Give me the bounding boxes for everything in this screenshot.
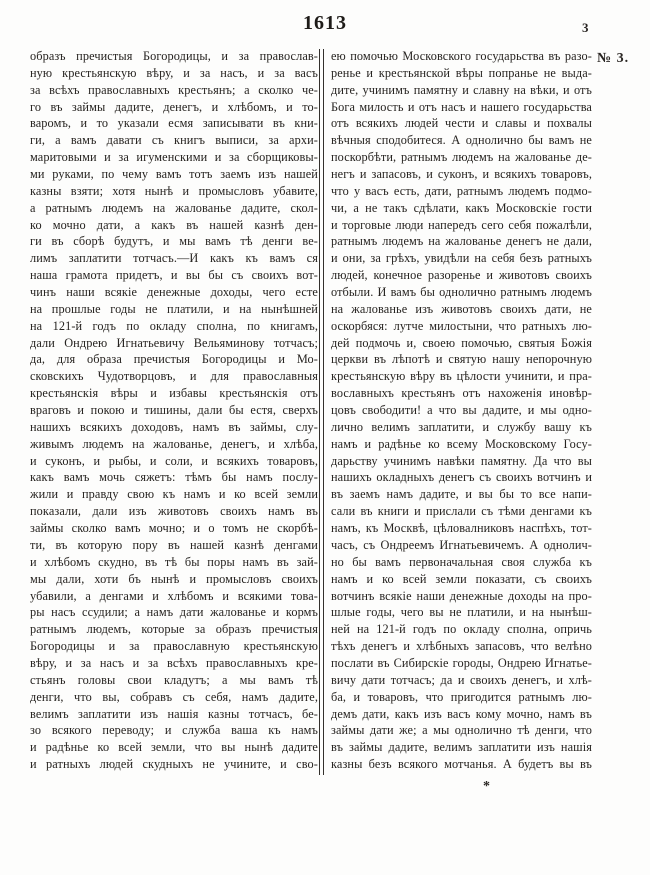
text-line: за всѣхъ православныхъ крестьянъ; а сколко че-: [30, 82, 318, 97]
text-line: велимъ заплатити изъ нашія казны тотчасъ, бе-: [30, 706, 318, 721]
text-column-left: [30, 48, 318, 773]
text-line: нашихъ окладныхъ денегъ съ своихъ вотчинъ и: [331, 470, 592, 485]
text-line: дите, учинимъ памятну и славну на вѣки, и отъ: [331, 82, 592, 97]
text-line: ратнымъ людемъ на жалованье денегъ не дали,: [331, 234, 592, 249]
text-line: дали Ондрею Игнатьевичу Вельяминову тотчасъ;: [30, 335, 318, 350]
text-line: негъ и запасовъ, и суконъ, и всякихъ товаровъ,: [331, 167, 592, 182]
text-line: отъ всякихъ людей чести и славы и похвалы: [331, 116, 592, 131]
text-line: Богородицы и за православную крестьянскую: [30, 639, 318, 654]
text-line: вотчинъ всякіе наши денежные доходы на про-: [331, 588, 592, 603]
text-line: мы дали, хоти бъ нынѣ и промысловъ своихъ: [30, 571, 318, 586]
text-line: чинъ наши всякіе денежные доходы, чего есте: [30, 285, 318, 300]
text-line: часъ, съ Ондреемъ Игнатьевичемъ. А однолич-: [331, 537, 592, 552]
text-line: ги въ сборѣ будутъ, и мы вамъ тѣ денги ве-: [30, 234, 318, 249]
text-line: ею помочью Московского государьства въ разо-: [331, 49, 592, 63]
text-line: намъ, къ Москвѣ, цѣловалниковъ наспѣхъ, тот-: [331, 521, 592, 536]
text-line: лимъ заплатити тотчасъ.—И какъ къ вамъ ся: [30, 251, 318, 266]
text-line: враговъ и покою и тишины, дали бы естя, сверхъ: [30, 403, 318, 418]
text-line: какъ вамъ мочь сяжетъ: тѣмъ бы намъ послу-: [30, 470, 318, 485]
text-line: оскорбяся: лутче милостыни, что ратныхъ лю-: [331, 318, 592, 333]
text-line: послати въ Сибирскіе городы, Ондрею Игнатье-: [331, 655, 592, 670]
text-line: варомъ, и то указали есмя записывати въ кни-: [30, 116, 318, 131]
text-line: на жалованье изъ животовъ своихъ дати, не: [331, 301, 592, 316]
text-line: чи, а не такъ сдѣлати, какъ Московскіе гости: [331, 200, 592, 215]
text-line: вѣчныя сподобитеся. А однолично бы вамъ не: [331, 133, 592, 148]
text-line: и торговые люди напередъ сего себя пожалѣли,: [331, 217, 592, 232]
text-line: убавили, а денгами и хлѣбомъ и всякими това-: [30, 588, 318, 603]
text-line: лично велимъ заплатити, и службу вашу къ: [331, 419, 592, 434]
text-line: займы дати же; а мы однолично тѣ денги, что: [331, 723, 592, 738]
text-line: цовъ свободити! а что вы дадите, и мы одно-: [331, 403, 592, 418]
text-line: на 121-й годъ по окладу сполна, по книгамъ,: [30, 318, 318, 333]
text-line: сковскихъ Чудотворцовъ, и для православныя: [30, 369, 318, 384]
text-line: тѣхъ денегъ и хлѣбныхъ запасовъ, что велѣно: [331, 639, 592, 654]
text-line: въ заемъ намъ дадите, и вы бы то все напи-: [331, 487, 592, 502]
text-line: Бога милость и отъ насъ и нашего государьства: [331, 99, 592, 114]
text-line: образъ пречистыя Богородицы, и за православ-: [30, 49, 318, 63]
text-line: маритовыми и за игуменскими и за сборщиковы-: [30, 150, 318, 165]
page-number: 3: [582, 20, 589, 35]
text-line: и хлѣбомъ скудно, въ тѣ бы поры намъ въ зай-: [30, 554, 318, 569]
text-line: шлые годы, чего вы не платили, и на нынѣш-: [331, 605, 592, 620]
column-divider-rule: [319, 49, 324, 775]
text-line: и они, за грѣхъ, увидѣли на себя безъ ратныхъ: [331, 251, 592, 266]
text-line: вѣру, и за насъ и за всѣхъ православныхъ кре-: [30, 655, 318, 670]
signature-asterisk-mark: *: [483, 779, 490, 794]
text-line: вичу дати тотчасъ; да и своихъ денегъ, и хлѣ-: [331, 672, 592, 687]
text-line: намъ и радѣнье ко всему Московскому Госу-: [331, 436, 592, 451]
text-line: казны взяти; хотя нынѣ и промысловъ убавите,: [30, 183, 318, 198]
text-line: живымъ людемъ на жалованье, денегъ, и хлѣба,: [30, 436, 318, 451]
text-line: дей подмочь и, своею помочью, святыя Божія: [331, 335, 592, 350]
text-line: зо всякого переводу; и служба ваша къ намъ: [30, 723, 318, 738]
text-line: людей, конечное разоренье и животовъ своихъ: [331, 268, 592, 283]
text-column-right: [331, 48, 592, 773]
text-line: ней на 121-й годъ по окладу сполна, опричь: [331, 622, 592, 637]
text-line: вославныхъ крестьянъ отъ нахоженія иновѣр-: [331, 386, 592, 401]
text-line: демъ дати, какъ изъ васъ кому мочно, намъ въ: [331, 706, 592, 721]
text-line: но бы вамъ первоначальная своя служба къ: [331, 554, 592, 569]
text-line: ную крестьянскую вѣру, и за насъ, и за васъ: [30, 65, 318, 80]
text-line: ко мочно дати, а какъ въ нашей казнѣ ден-: [30, 217, 318, 232]
text-line: поскорбѣти, ратнымъ людемъ на жалованье де-: [331, 150, 592, 165]
text-line: и ратныхъ людей скудныхъ не учините, и сво-: [30, 757, 318, 772]
text-line: стьянъ головы свои кладутъ; а мы вамъ тѣ: [30, 672, 318, 687]
text-line: сали въ книги и прислали съ тѣми денгами къ: [331, 504, 592, 519]
text-line: жили и правду свою къ намъ и ко всей земли: [30, 487, 318, 502]
text-line: займы сколко вамъ мочно; и о томъ не скорбѣ-: [30, 521, 318, 536]
text-line: крестьянскую вѣру въ цѣлости учинити, и пра-: [331, 369, 592, 384]
document-number-margin-note: № 3.: [597, 51, 630, 66]
text-line: дарьству учинимъ навѣки памятну. Да что вы: [331, 453, 592, 468]
text-line: отбыли. И вамъ бы однолично ратнымъ людемъ: [331, 285, 592, 300]
text-line: нашихъ всякихъ доходовъ, намъ въ займы, слу-: [30, 419, 318, 434]
page-year-header: 1613: [303, 12, 347, 34]
text-line: ти, въ которую пору въ нашей казнѣ денгами: [30, 537, 318, 552]
text-line: наша грамота придетъ, и вы бы съ своихъ вот-: [30, 268, 318, 283]
text-line: ренье и крестьянской вѣры попранье не выда-: [331, 65, 592, 80]
text-line: и радѣнье ко всей земли, что вы нынѣ дадите: [30, 740, 318, 755]
text-line: казны безъ всякого мотчанья. А будетъ вы въ: [331, 757, 592, 772]
text-line: ратнымъ людемъ, которые за образъ пречистыя: [30, 622, 318, 637]
text-line: церкви въ лѣпотѣ и святую нашу непорочную: [331, 352, 592, 367]
text-line: крестьянскія вѣры и избавы крестьянскія отъ: [30, 386, 318, 401]
text-line: намъ и ко всей земли показати, съ своихъ: [331, 571, 592, 586]
text-line: показали, дали изъ животовъ своихъ намъ въ: [30, 504, 318, 519]
text-line: ми руками, по чему вамъ тотъ заемъ изъ нашей: [30, 167, 318, 182]
text-line: а ратнымъ людемъ на жалованье дадите, скол-: [30, 200, 318, 215]
text-line: ры насъ ссудили; а намъ дати жалованье и кормъ: [30, 605, 318, 620]
text-line: да, для образа пречистыя Богородицы и Мо-: [30, 352, 318, 367]
text-line: и суконъ, и рыбы, и соли, и всякихъ товаровъ,: [30, 453, 318, 468]
text-line: го въ займы дадите, денегъ, и хлѣбомъ, и то-: [30, 99, 318, 114]
text-line: ба, и товаровъ, что пригодится ратнымъ лю-: [331, 689, 592, 704]
text-line: ги, а вамъ давати съ книгъ выписи, за архи-: [30, 133, 318, 148]
text-line: что у васъ есть, дати, ратнымъ людемъ подмо-: [331, 183, 592, 198]
text-line: въ займы дадите, велимъ заплатити изъ нашія: [331, 740, 592, 755]
text-line: денги, что вы, собравъ съ себя, намъ дадите,: [30, 689, 318, 704]
text-line: на прошлые годы не платили, и на нынѣшней: [30, 301, 318, 316]
